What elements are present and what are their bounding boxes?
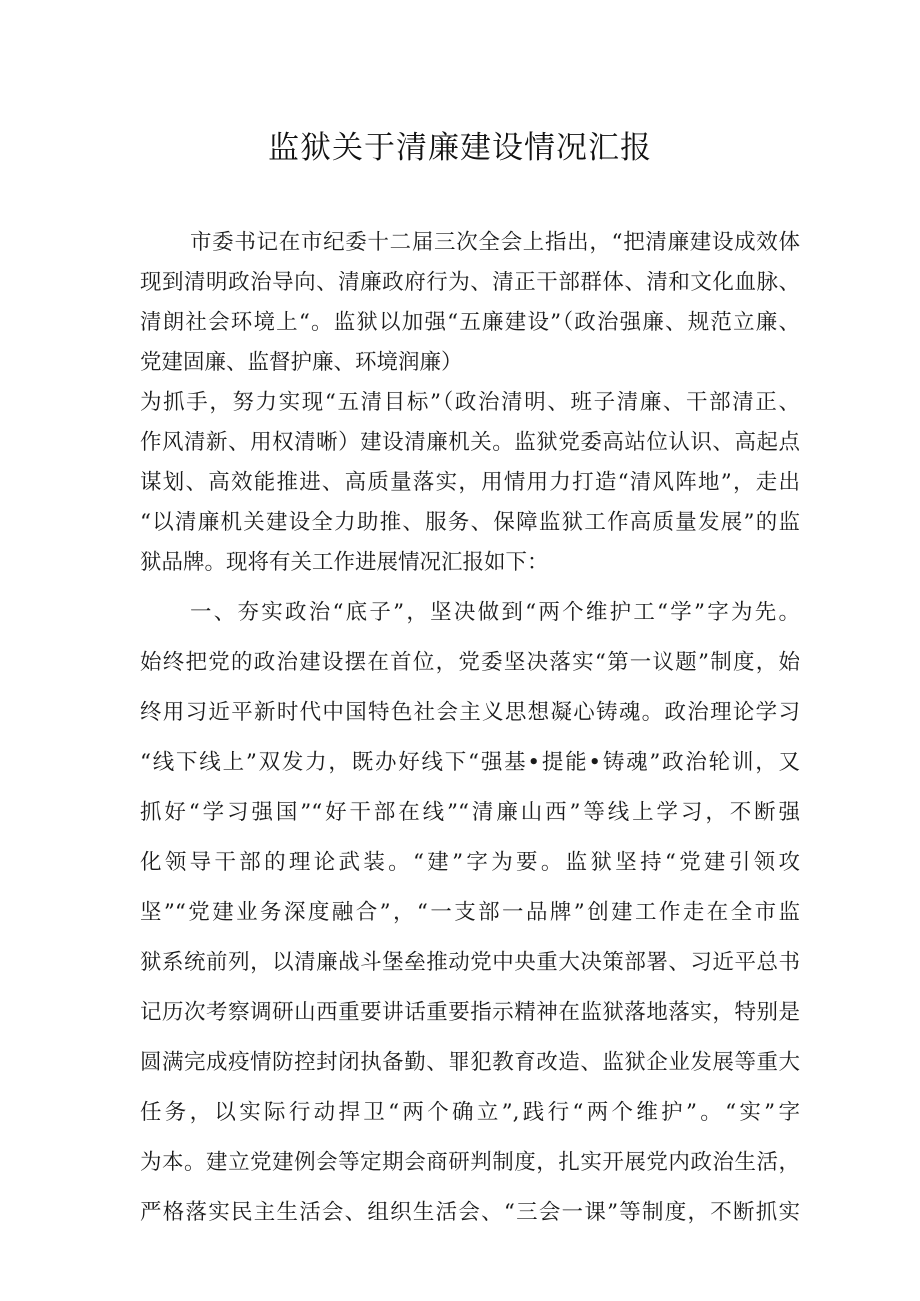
paragraph-line: 为抓手，努力实现“五清目标”（政治清明、班子清廉、干部清正、: [140, 390, 800, 415]
paragraph-line: 终用习近平新时代中国特色社会主义思想凝心铸魂。政治理论学习: [140, 700, 800, 725]
paragraph-line: 狱品牌。现将有关工作进展情况汇报如下：: [140, 550, 549, 575]
paragraph-line: 狱系统前列，以清廉战斗堡垒推动党中央重大决策部署、习近平总书: [140, 950, 800, 975]
paragraph-line: 现到清明政治导向、清廉政府行为、清正干部群体、清和文化血脉、: [140, 270, 800, 295]
paragraph-line: “线下线上”双发力，既办好线下“强基•提能•铸魂”政治轮训，又: [140, 750, 800, 775]
paragraph-line: 严格落实民主生活会、组织生活会、“三会一课”等制度，不断抓实: [140, 1200, 800, 1225]
paragraph-line: 任务，以实际行动捍卫“两个确立”,践行“两个维护”。“实”字: [140, 1100, 800, 1125]
paragraph-line: 化领导干部的理论武装。“建”字为要。监狱坚持“党建引领攻: [140, 850, 800, 875]
paragraph-line: “以清廉机关建设全力助推、服务、保障监狱工作高质量发展”的监: [140, 510, 800, 535]
paragraph-line: 坚”“党建业务深度融合”，“一支部一品牌”创建工作走在全市监: [140, 900, 800, 925]
paragraph-line: 作风清新、用权清晰）建设清廉机关。监狱党委高站位认识、高起点: [140, 430, 800, 455]
paragraph-line: 圆满完成疫情防控封闭执备勤、罪犯教育改造、监狱企业发展等重大: [140, 1050, 800, 1075]
paragraph-line: 谋划、高效能推进、高质量落实，用情用力打造“清风阵地”，走出: [140, 470, 800, 495]
paragraph-line: 抓好“学习强国”“好干部在线”“清廉山西”等线上学习，不断强: [140, 800, 800, 825]
paragraph-line: 一、夯实政治“底子”，坚决做到“两个维护工“学”字为先。: [190, 600, 800, 625]
paragraph-line: 始终把党的政治建设摆在首位，党委坚决落实“第一议题”制度，始: [140, 650, 800, 675]
paragraph-line: 记历次考察调研山西重要讲话重要指示精神在监狱落地落实，特别是: [140, 1000, 800, 1025]
paragraph-line: 党建固廉、监督护廉、环境润廉）: [140, 350, 463, 375]
paragraph-line: 清朗社会环境上“。监狱以加强“五廉建设”（政治强廉、规范立廉、: [140, 310, 800, 335]
paragraph-line: 为本。建立党建例会等定期会商研判制度，扎实开展党内政治生活，: [140, 1150, 800, 1175]
document-title: 监狱关于清廉建设情况汇报: [268, 130, 652, 166]
paragraph-line: 市委书记在市纪委十二届三次全会上指出，“把清廉建设成效体: [190, 230, 800, 255]
